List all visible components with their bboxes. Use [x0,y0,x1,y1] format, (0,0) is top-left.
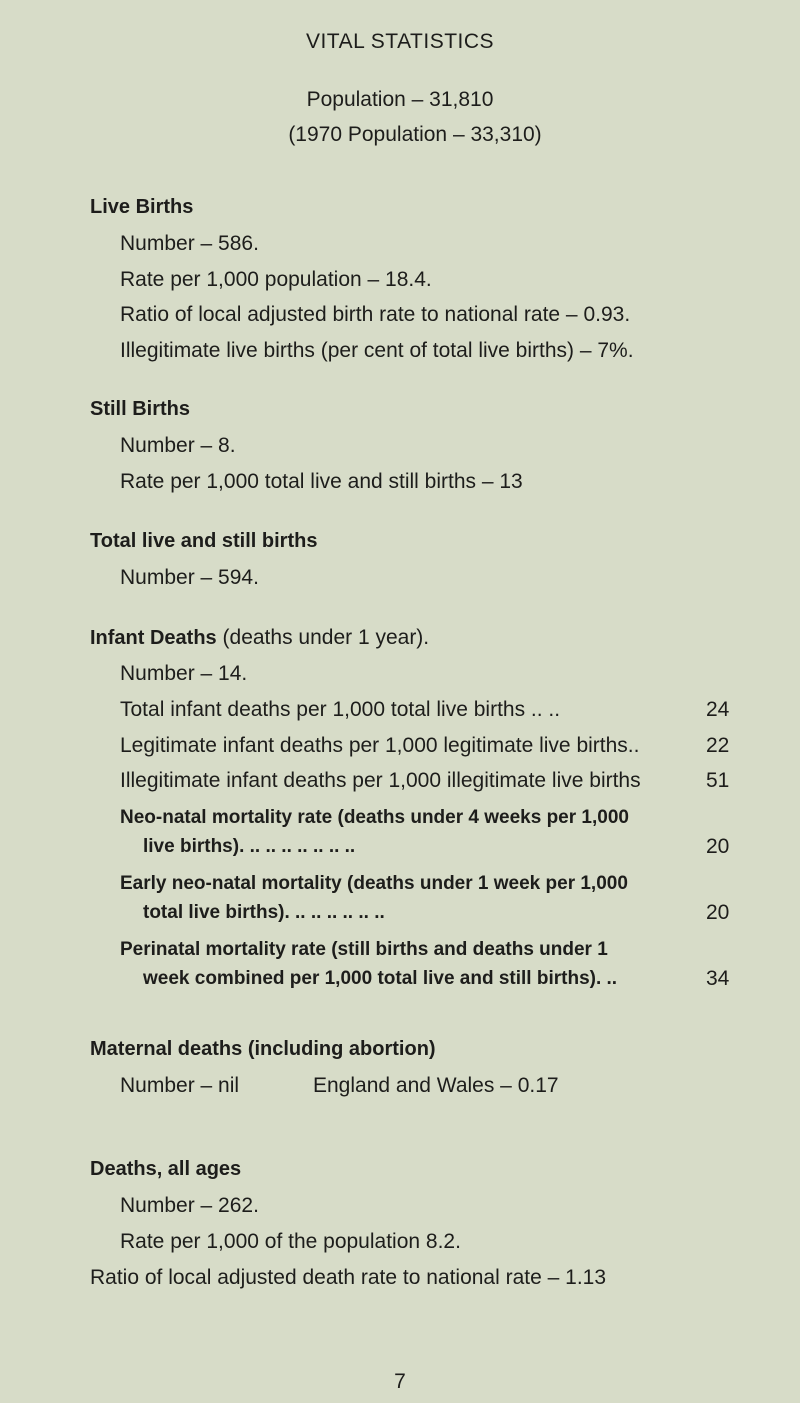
live-births-number: Number – 586. [120,232,259,255]
infant-death-row-value: 24 [706,698,730,721]
infant-deaths-heading-rest: (deaths under 1 year). [216,626,430,649]
still-births-heading: Still Births [90,398,191,420]
neonatal-line-2: live births). .. .. .. .. .. .. .. [143,836,356,857]
still-births-number: Number – 8. [120,434,236,457]
maternal-deaths-heading: Maternal deaths (including abortion) [90,1038,436,1060]
infant-death-row-value: 22 [706,734,730,757]
early-neonatal-value: 20 [706,901,730,924]
perinatal-line-2: week combined per 1,000 total live and still births). .. [143,968,618,989]
live-births-ratio: Ratio of local adjusted birth rate to national rate – 0.93. [120,303,631,326]
infant-death-row-value: 51 [706,769,730,792]
early-neonatal-line-1: Early neo-natal mortality (deaths under 1 week per 1,000 [120,873,628,894]
infant-death-row-label: Illegitimate infant deaths per 1,000 illegitimate live births [120,769,641,792]
death-rate-ratio: Ratio of local adjusted death rate to national rate – 1.13 [90,1266,607,1289]
total-births-number: Number – 594. [120,566,259,589]
population-1970: (1970 Population – 33,310) [288,123,542,146]
neonatal-line-1: Neo-natal mortality rate (deaths under 4 weeks per 1,000 [120,807,629,828]
infant-deaths-number: Number – 14. [120,662,248,685]
infant-deaths-heading [90,626,429,650]
live-births-rate: Rate per 1,000 population – 18.4. [120,268,432,291]
infant-death-row-label: Total infant deaths per 1,000 total live births .. .. [120,698,561,721]
still-births-rate: Rate per 1,000 total live and still births – 13 [120,470,523,493]
deaths-number: Number – 262. [120,1194,259,1217]
infant-death-row-label: Legitimate infant deaths per 1,000 legitimate live births.. [120,734,640,757]
total-births-heading: Total live and still births [90,530,318,552]
population: Population – 31,810 [306,88,494,111]
england-wales-rate: England and Wales – 0.17 [313,1074,559,1097]
early-neonatal-line-2: total live births). .. .. .. .. .. .. [143,902,385,923]
deaths-all-ages-heading: Deaths, all ages [90,1158,242,1180]
page-number: 7 [394,1370,406,1393]
live-births-heading: Live Births [90,196,194,218]
neonatal-value: 20 [706,835,730,858]
deaths-rate: Rate per 1,000 of the population 8.2. [120,1230,461,1253]
perinatal-line-1: Perinatal mortality rate (still births and deaths under 1 [120,939,608,960]
infant-deaths-heading-bold: Infant Deaths [90,627,217,649]
page-title: VITAL STATISTICS [305,30,495,53]
illegitimate-live-births: Illegitimate live births (per cent of total live births) – 7%. [120,339,634,362]
perinatal-value: 34 [706,967,730,990]
maternal-deaths-number: Number – nil [120,1074,240,1097]
